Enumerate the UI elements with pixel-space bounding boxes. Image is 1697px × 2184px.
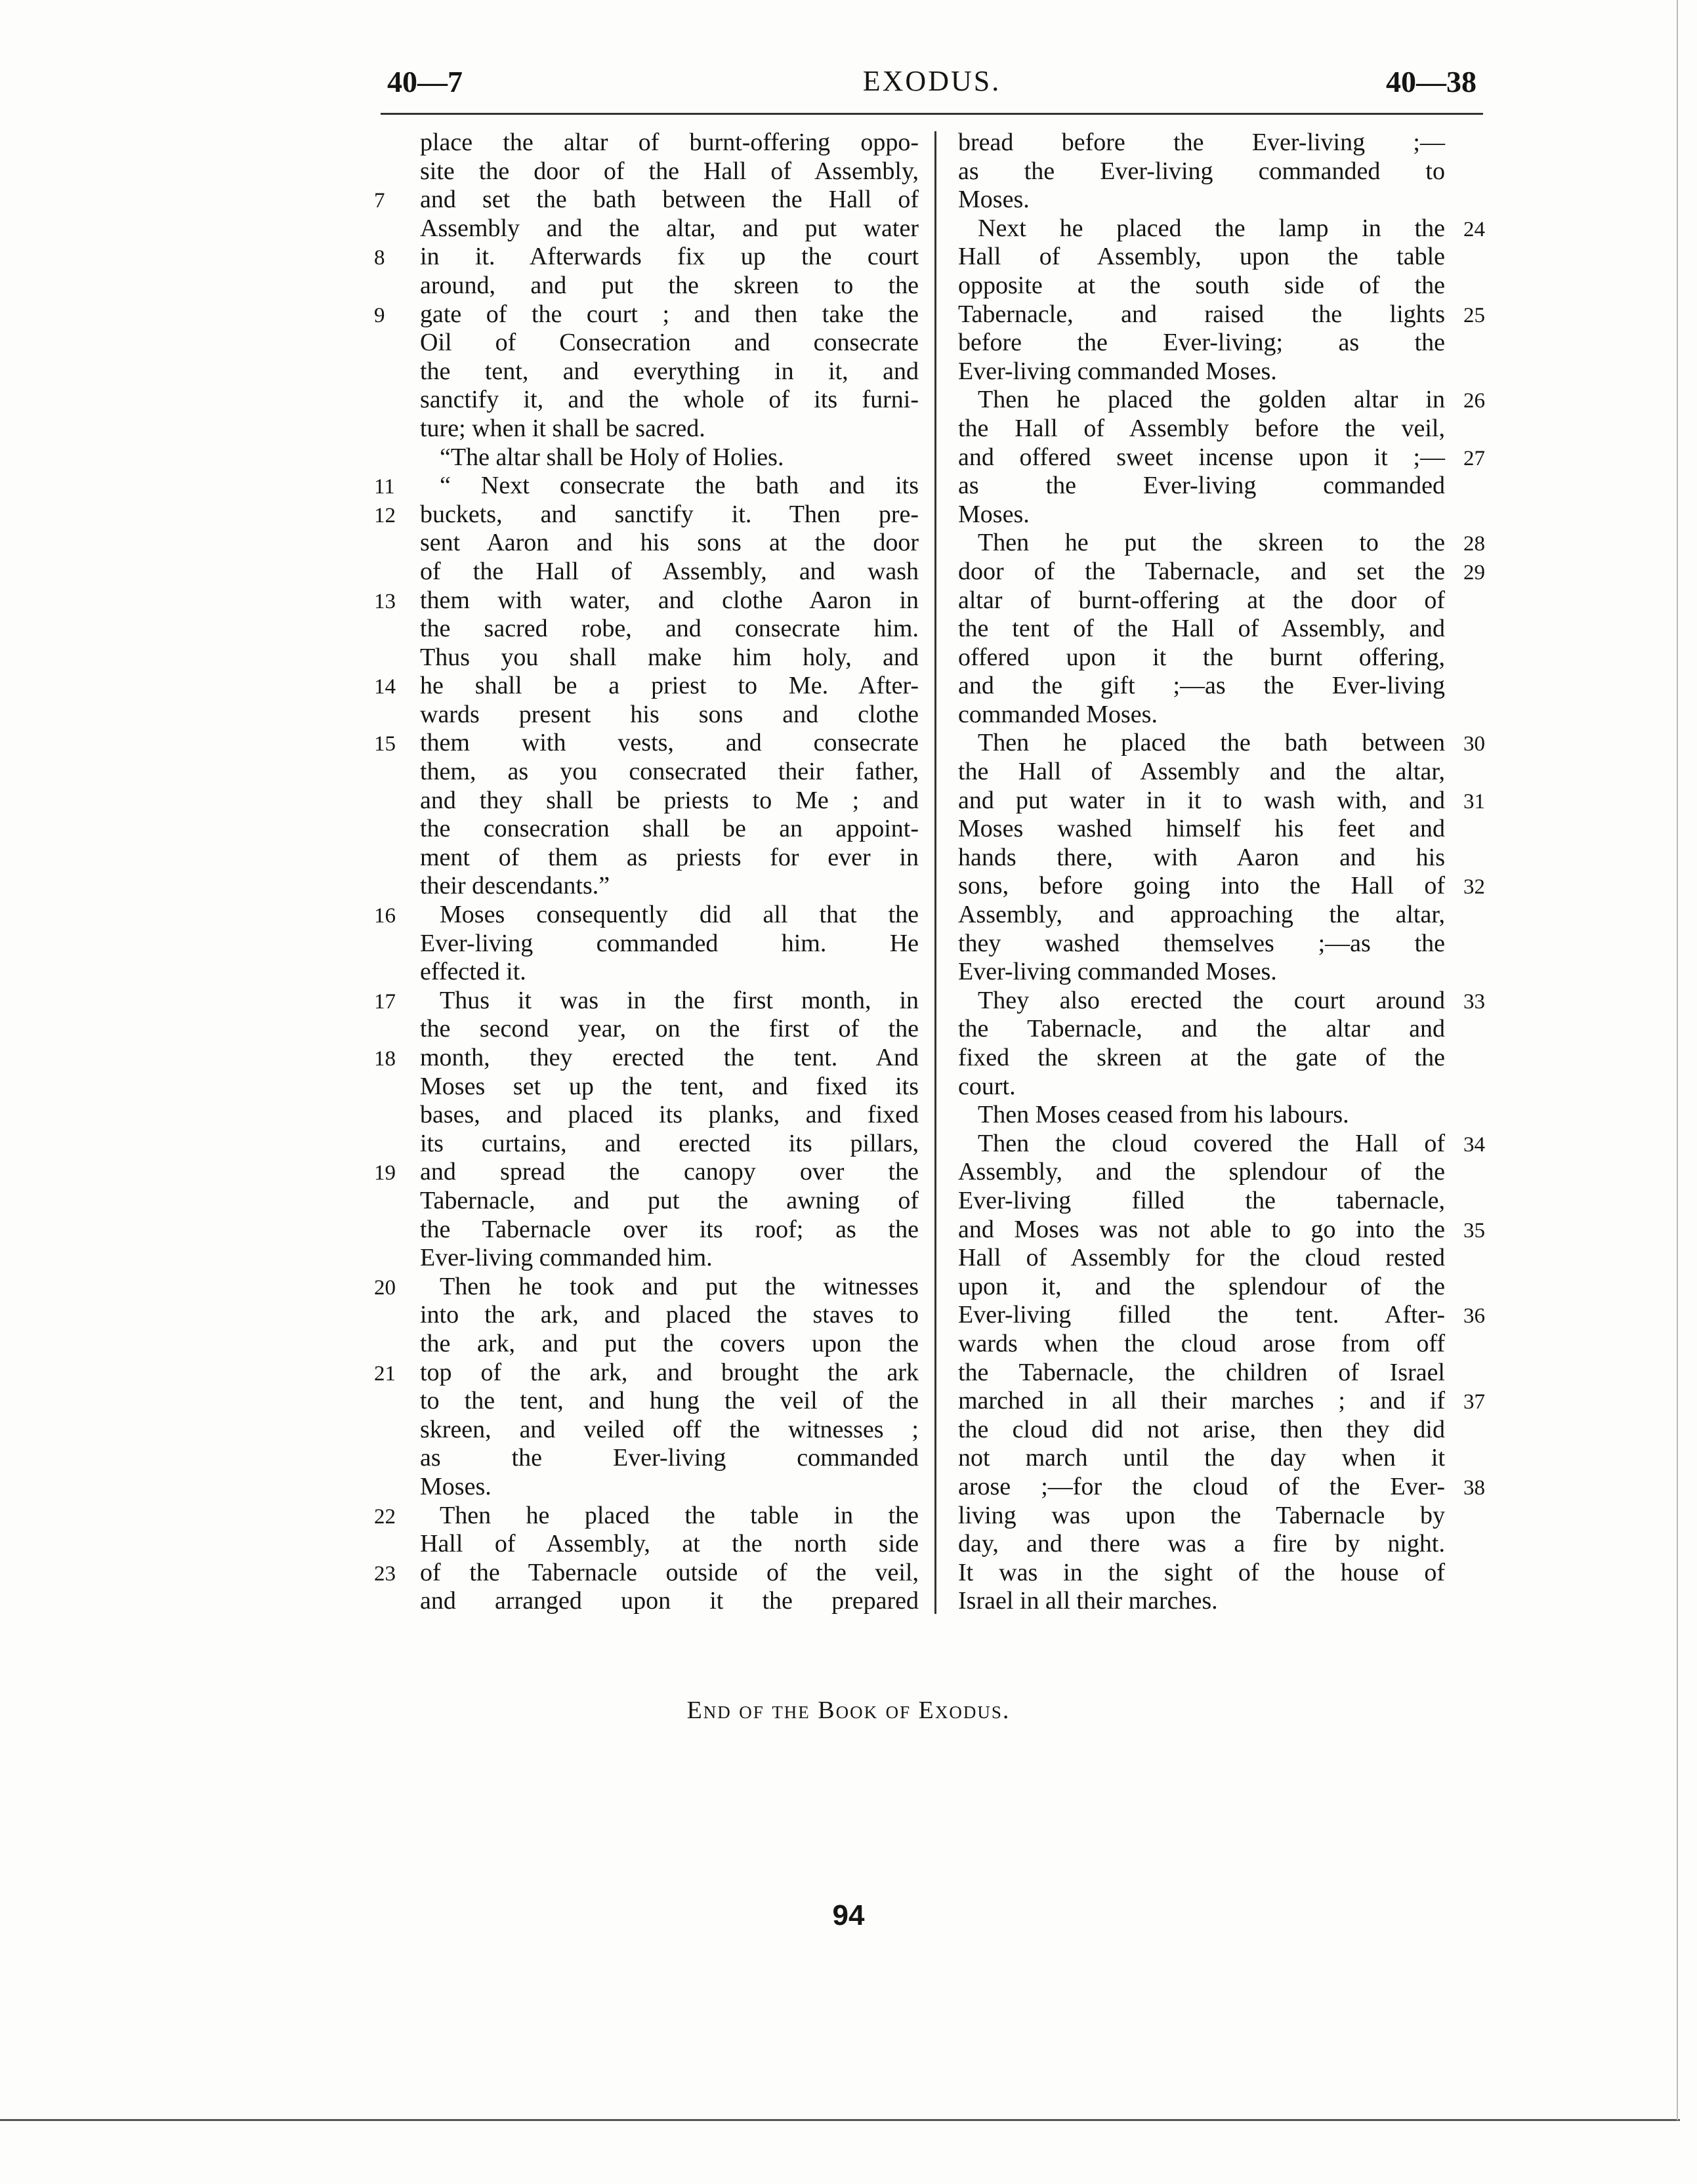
verse-number: 28	[1463, 532, 1485, 556]
text-line	[367, 358, 919, 386]
verse-number: 21	[374, 1361, 396, 1386]
line-text: day, and there was a fire by night.	[958, 1530, 1445, 1558]
line-text: Israel in all their marches.	[958, 1587, 1218, 1615]
text-line	[945, 1244, 1509, 1273]
line-text: sons, before going into the Hall of	[958, 872, 1445, 900]
text-line	[367, 901, 919, 930]
line-text: not march until the day when it	[958, 1444, 1445, 1472]
text-line	[367, 1158, 919, 1187]
verse-number: 27	[1463, 446, 1485, 470]
text-line	[945, 987, 1509, 1016]
line-text: around, and put the skreen to the	[420, 271, 919, 299]
line-text: effected it.	[420, 958, 526, 986]
text-line	[945, 529, 1509, 558]
line-text: and offered sweet incense upon it ;—	[958, 443, 1445, 471]
line-text: Ever-living commanded Moses.	[958, 357, 1277, 385]
line-text: in it. Afterwards fix up the court	[420, 243, 919, 271]
text-line	[945, 1273, 1509, 1302]
verse-number: 11	[374, 475, 395, 499]
line-text: them with vests, and consecrate	[420, 729, 919, 757]
verse-number: 33	[1463, 989, 1485, 1014]
text-line	[945, 472, 1509, 501]
line-text: Ever-living filled the tabernacle,	[958, 1186, 1445, 1214]
text-line	[367, 729, 919, 758]
text-line	[367, 443, 919, 472]
line-text: “The altar shall be Holy of Holies.	[440, 443, 784, 471]
line-text: to the tent, and hung the veil of the	[420, 1387, 919, 1415]
text-line	[367, 472, 919, 501]
line-text: gate of the court ; and then take the	[420, 300, 919, 328]
text-line	[367, 1244, 919, 1273]
end-of-book-note: End of the Book of Exodus.	[686, 1697, 1011, 1724]
line-text: sanctify it, and the whole of its furni-	[420, 386, 919, 414]
line-text: the cloud did not arise, then they did	[958, 1415, 1445, 1443]
verse-number: 17	[374, 989, 396, 1014]
text-line	[945, 1044, 1509, 1073]
text-line	[945, 758, 1509, 787]
line-text: altar of burnt-offering at the door of	[958, 586, 1445, 614]
text-line	[945, 1130, 1509, 1159]
text-line	[367, 701, 919, 730]
verse-number: 29	[1463, 560, 1485, 585]
line-text: Then he put the skreen to the	[978, 529, 1445, 557]
text-line	[367, 529, 919, 558]
line-text: opposite at the south side of the	[958, 271, 1445, 299]
line-text: Assembly and the altar, and put water	[420, 214, 919, 242]
verse-number: 20	[374, 1275, 396, 1300]
page-bottom-edge	[0, 2119, 1680, 2121]
text-line	[367, 1502, 919, 1531]
text-line	[945, 1416, 1509, 1445]
verse-number: 7	[374, 189, 385, 213]
line-text: the ark, and put the covers upon the	[420, 1329, 919, 1357]
line-text: and put water in it to wash with, and	[958, 786, 1445, 814]
line-text: top of the ark, and brought the ark	[420, 1358, 919, 1386]
verse-number: 9	[374, 303, 385, 327]
text-line	[367, 1444, 919, 1473]
text-line	[367, 1015, 919, 1044]
text-line	[367, 615, 919, 644]
line-text: sent Aaron and his sons at the door	[420, 529, 919, 557]
line-text: Moses.	[958, 186, 1030, 214]
line-text: and Moses was not able to go into the	[958, 1215, 1445, 1243]
text-line	[367, 272, 919, 300]
line-text: skreen, and veiled off the witnesses ;	[420, 1415, 919, 1443]
text-line	[367, 1330, 919, 1359]
column-divider	[934, 131, 936, 1614]
line-text: Moses set up the tent, and fixed its	[420, 1072, 919, 1100]
line-text: them with water, and clothe Aaron in	[420, 586, 919, 614]
text-line	[367, 186, 919, 215]
line-text: Hall of Assembly, at the north side	[420, 1530, 919, 1558]
line-text: Assembly, and the splendour of the	[958, 1158, 1445, 1186]
line-text: the tent of the Hall of Assembly, and	[958, 615, 1445, 643]
text-line	[367, 1473, 919, 1502]
line-text: Oil of Consecration and consecrate	[420, 329, 919, 357]
text-line	[367, 215, 919, 243]
text-line	[945, 644, 1509, 672]
text-line	[367, 815, 919, 844]
text-line	[945, 615, 1509, 644]
verse-number: 16	[374, 904, 396, 928]
verse-number: 13	[374, 589, 396, 613]
line-text: door of the Tabernacle, and set the	[958, 557, 1445, 585]
text-line	[367, 1130, 919, 1159]
text-line	[945, 1301, 1509, 1330]
line-text: Then he placed the table in the	[440, 1501, 919, 1529]
line-text: Ever-living commanded Moses.	[958, 958, 1277, 986]
line-text: bread before the Ever-living ;—	[958, 129, 1445, 156]
line-text: and set the bath between the Hall of	[420, 186, 919, 214]
text-line	[367, 758, 919, 787]
text-line	[945, 243, 1509, 272]
text-line	[945, 1073, 1509, 1102]
line-text: site the door of the Hall of Assembly,	[420, 157, 919, 185]
text-line	[945, 415, 1509, 443]
line-text: It was in the sight of the house of	[958, 1558, 1445, 1586]
line-text: Ever-living commanded him. He	[420, 929, 919, 957]
line-text: Hall of Assembly, upon the table	[958, 243, 1445, 271]
verse-number: 23	[374, 1561, 396, 1586]
page-right-edge	[1677, 0, 1678, 2120]
line-text: Moses consequently did all that the	[440, 901, 919, 929]
text-line	[945, 1330, 1509, 1359]
text-line	[367, 1187, 919, 1216]
verse-number: 8	[374, 246, 385, 270]
line-text: Next he placed the lamp in the	[978, 214, 1445, 242]
line-text: place the altar of burnt-offering oppo-	[420, 129, 919, 156]
text-line	[367, 987, 919, 1016]
line-text: Tabernacle, and put the awning of	[420, 1186, 919, 1214]
text-line	[367, 501, 919, 529]
text-line	[945, 815, 1509, 844]
text-line	[367, 672, 919, 701]
text-line	[945, 958, 1509, 987]
verse-number: 37	[1463, 1390, 1485, 1414]
text-line	[945, 186, 1509, 215]
line-text: they washed themselves ;—as the	[958, 929, 1445, 957]
text-line	[945, 1015, 1509, 1044]
verse-number: 36	[1463, 1304, 1485, 1329]
text-line	[945, 157, 1509, 186]
text-line	[945, 1559, 1509, 1588]
text-line	[945, 930, 1509, 958]
line-text: before the Ever-living; as the	[958, 329, 1445, 357]
text-line	[367, 1416, 919, 1445]
text-line	[367, 958, 919, 987]
text-line	[945, 1587, 1509, 1616]
text-line	[945, 729, 1509, 758]
text-line	[367, 243, 919, 272]
line-text: of the Hall of Assembly, and wash	[420, 557, 919, 585]
text-line	[945, 1187, 1509, 1216]
text-line	[945, 1387, 1509, 1416]
line-text: Tabernacle, and raised the lights	[958, 300, 1445, 328]
text-line	[367, 787, 919, 815]
text-line	[367, 1359, 919, 1388]
book-title: EXODUS.	[862, 65, 1001, 97]
line-text: the Hall of Assembly and the altar,	[958, 758, 1445, 786]
line-text: Then the cloud covered the Hall of	[978, 1129, 1445, 1157]
running-head	[387, 64, 1477, 110]
text-line	[945, 386, 1509, 415]
text-line	[945, 1216, 1509, 1245]
line-text: the Hall of Assembly before the veil,	[958, 414, 1445, 442]
verse-number: 24	[1463, 217, 1485, 241]
verse-number: 38	[1463, 1475, 1485, 1500]
line-text: They also erected the court around	[978, 986, 1445, 1014]
line-text: Moses washed himself his feet and	[958, 815, 1445, 843]
chapter-verse-start: 40—7	[387, 65, 463, 98]
line-text: and arranged upon it the prepared	[420, 1587, 919, 1615]
text-line	[945, 1158, 1509, 1187]
text-line	[945, 872, 1509, 901]
line-text: Moses.	[420, 1472, 492, 1500]
text-line	[367, 930, 919, 958]
line-text: and spread the canopy over the	[420, 1158, 919, 1186]
line-text: the Tabernacle over its roof; as the	[420, 1215, 919, 1243]
verse-number: 14	[374, 675, 396, 699]
line-text: arose ;—for the cloud of the Ever-	[958, 1472, 1445, 1500]
left-column	[367, 129, 919, 1616]
text-line	[367, 129, 919, 157]
verse-number: 22	[374, 1504, 396, 1529]
text-line	[367, 157, 919, 186]
line-text: Then he placed the bath between	[978, 729, 1445, 757]
text-line	[945, 300, 1509, 329]
verse-number: 30	[1463, 732, 1485, 756]
line-text: and they shall be priests to Me ; and	[420, 786, 919, 814]
line-text: commanded Moses.	[958, 700, 1158, 728]
header-rule	[381, 113, 1483, 115]
text-line	[367, 415, 919, 443]
text-line	[367, 329, 919, 358]
text-line	[367, 1044, 919, 1073]
verse-number: 26	[1463, 389, 1485, 413]
line-text: Moses.	[958, 500, 1030, 528]
line-text: Thus it was in the first month, in	[440, 986, 919, 1014]
text-line	[945, 672, 1509, 701]
line-text: Assembly, and approaching the altar,	[958, 901, 1445, 929]
line-text: fixed the skreen at the gate of the	[958, 1044, 1445, 1071]
text-line	[367, 1387, 919, 1416]
text-line	[945, 443, 1509, 472]
verse-number: 34	[1463, 1132, 1485, 1157]
line-text: wards present his sons and clothe	[420, 700, 919, 728]
verse-number: 31	[1463, 789, 1485, 814]
text-line	[367, 844, 919, 873]
text-line	[367, 1530, 919, 1559]
line-text: Thus you shall make him holy, and	[420, 643, 919, 671]
line-text: its curtains, and erected its pillars,	[420, 1129, 919, 1157]
text-line	[945, 1359, 1509, 1388]
line-text: court.	[958, 1072, 1016, 1100]
text-line	[945, 844, 1509, 873]
line-text: the Tabernacle, the children of Israel	[958, 1358, 1445, 1386]
text-line	[367, 558, 919, 587]
text-line	[945, 329, 1509, 358]
text-line	[945, 129, 1509, 157]
line-text: them, as you consecrated their father,	[420, 758, 919, 786]
verse-number: 32	[1463, 875, 1485, 899]
line-text: as the Ever-living commanded to	[958, 157, 1445, 185]
line-text: and the gift ;—as the Ever-living	[958, 672, 1445, 700]
verse-number: 19	[374, 1161, 396, 1185]
line-text: Then he took and put the witnesses	[440, 1272, 919, 1300]
line-text: wards when the cloud arose from off	[958, 1329, 1445, 1357]
text-line	[367, 1216, 919, 1245]
line-text: Hall of Assembly for the cloud rested	[958, 1244, 1445, 1272]
right-column	[945, 129, 1509, 1616]
text-line	[945, 901, 1509, 930]
line-text: the second year, on the first of the	[420, 1015, 919, 1043]
text-line	[945, 1502, 1509, 1531]
line-text: bases, and placed its planks, and fixed	[420, 1101, 919, 1129]
line-text: the tent, and everything in it, and	[420, 357, 919, 385]
text-line	[945, 1444, 1509, 1473]
text-line	[367, 1073, 919, 1102]
text-line	[945, 558, 1509, 587]
line-text: the consecration shall be an appoint-	[420, 815, 919, 843]
text-line	[367, 1101, 919, 1130]
line-text: as the Ever-living commanded	[958, 472, 1445, 500]
text-line	[367, 1587, 919, 1616]
line-text: offered upon it the burnt offering,	[958, 643, 1445, 671]
text-line	[945, 787, 1509, 815]
text-line	[945, 501, 1509, 529]
line-text: ture; when it shall be sacred.	[420, 414, 705, 442]
text-line	[367, 1559, 919, 1588]
line-text: the sacred robe, and consecrate him.	[420, 615, 919, 643]
line-text: ment of them as priests for ever in	[420, 843, 919, 871]
line-text: he shall be a priest to Me. After-	[420, 672, 919, 700]
line-text: month, they erected the tent. And	[420, 1044, 919, 1071]
text-line	[367, 1273, 919, 1302]
text-line	[367, 300, 919, 329]
text-line	[367, 587, 919, 615]
line-text: Ever-living filled the tent. After-	[958, 1301, 1445, 1329]
verse-number: 15	[374, 732, 396, 756]
verse-number: 18	[374, 1047, 396, 1071]
line-text: “ Next consecrate the bath and its	[440, 472, 919, 500]
text-line	[945, 215, 1509, 243]
line-text: Ever-living commanded him.	[420, 1244, 713, 1272]
text-line	[945, 1473, 1509, 1502]
page-number: 94	[832, 1899, 865, 1931]
text-line	[945, 587, 1509, 615]
line-text: hands there, with Aaron and his	[958, 843, 1445, 871]
text-line	[367, 386, 919, 415]
line-text: buckets, and sanctify it. Then pre-	[420, 500, 919, 528]
line-text: marched in all their marches ; and if	[958, 1387, 1445, 1415]
line-text: Then Moses ceased from his labours.	[978, 1101, 1349, 1129]
verse-number: 35	[1463, 1218, 1485, 1243]
line-text: as the Ever-living commanded	[420, 1444, 919, 1472]
text-line	[945, 272, 1509, 300]
text-line	[367, 872, 919, 901]
line-text: upon it, and the splendour of the	[958, 1272, 1445, 1300]
text-line	[945, 358, 1509, 386]
text-line	[945, 1101, 1509, 1130]
chapter-verse-end: 40—38	[1386, 65, 1477, 98]
text-line	[367, 644, 919, 672]
text-line	[945, 701, 1509, 730]
line-text: of the Tabernacle outside of the veil,	[420, 1558, 919, 1586]
verse-number: 12	[374, 503, 396, 527]
line-text: the Tabernacle, and the altar and	[958, 1015, 1445, 1043]
line-text: their descendants.”	[420, 872, 610, 900]
line-text: living was upon the Tabernacle by	[958, 1501, 1445, 1529]
text-line	[945, 1530, 1509, 1559]
text-line	[367, 1301, 919, 1330]
line-text: into the ark, and placed the staves to	[420, 1301, 919, 1329]
line-text: Then he placed the golden altar in	[978, 386, 1445, 414]
verse-number: 25	[1463, 303, 1485, 327]
